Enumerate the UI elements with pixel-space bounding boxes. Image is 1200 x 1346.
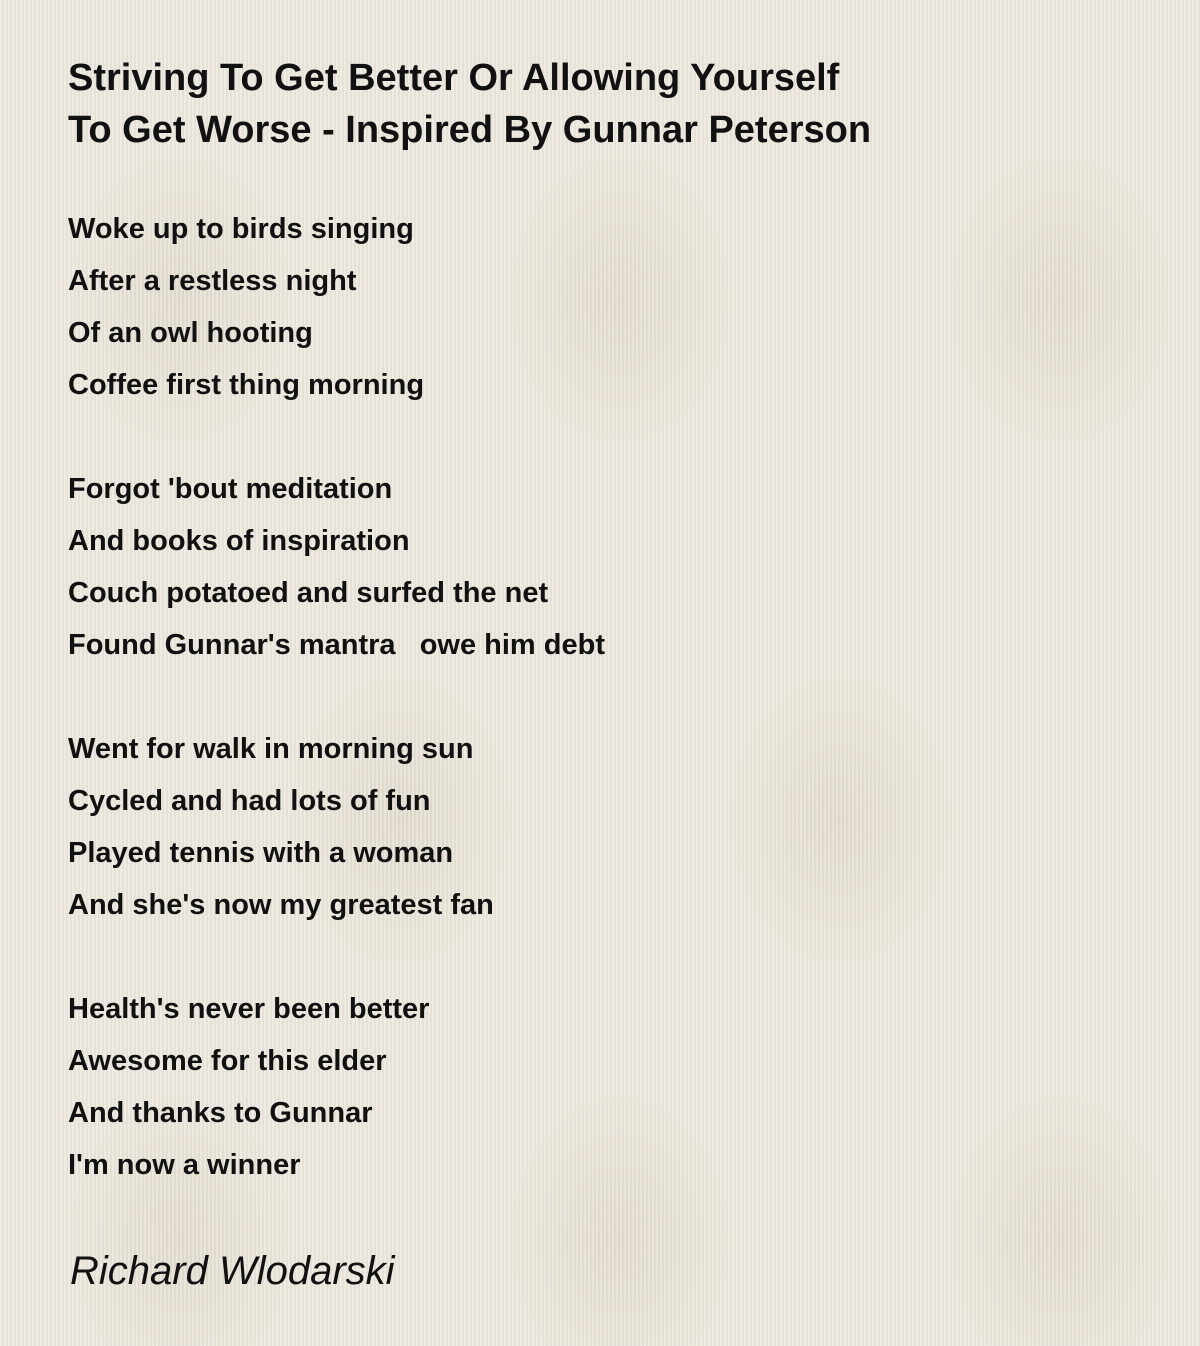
poem-container [68, 52, 1148, 1191]
poem-body [68, 203, 1148, 1191]
poem-line: Forgot 'bout meditation [68, 473, 393, 505]
poem-line: Cycled and had lots of fun [68, 785, 431, 817]
poem-line: I'm now a winner [68, 1149, 301, 1181]
poem-title-line: To Get Worse - Inspired By Gunnar Peterson [68, 109, 872, 151]
poem-line: Couch potatoed and surfed the net [68, 577, 549, 609]
stanza-3 [68, 723, 1148, 931]
poem-line: And books of inspiration [68, 525, 410, 557]
poem-line: Awesome for this elder [68, 1045, 387, 1077]
poem-line: Coffee first thing morning [68, 369, 425, 401]
poem-line: After a restless night [68, 265, 357, 297]
poem-author: Richard Wlodarski [70, 1249, 395, 1293]
stanza-4 [68, 983, 1148, 1191]
poem-line: And thanks to Gunnar [68, 1097, 373, 1129]
stanza-1 [68, 203, 1148, 411]
poem-line: Played tennis with a woman [68, 837, 454, 869]
poem-line: And she's now my greatest fan [68, 889, 494, 921]
poem-line: Found Gunnar's mantra owe him debt [68, 629, 605, 661]
poem-line: Health's never been better [68, 993, 430, 1025]
poem-title [68, 52, 1148, 156]
poem-title-line: Striving To Get Better Or Allowing Yourself [68, 57, 840, 99]
stanza-2 [68, 463, 1148, 671]
poem-line: Woke up to birds singing [68, 213, 414, 245]
poem-line: Of an owl hooting [68, 317, 313, 349]
poem-line: Went for walk in morning sun [68, 733, 474, 765]
